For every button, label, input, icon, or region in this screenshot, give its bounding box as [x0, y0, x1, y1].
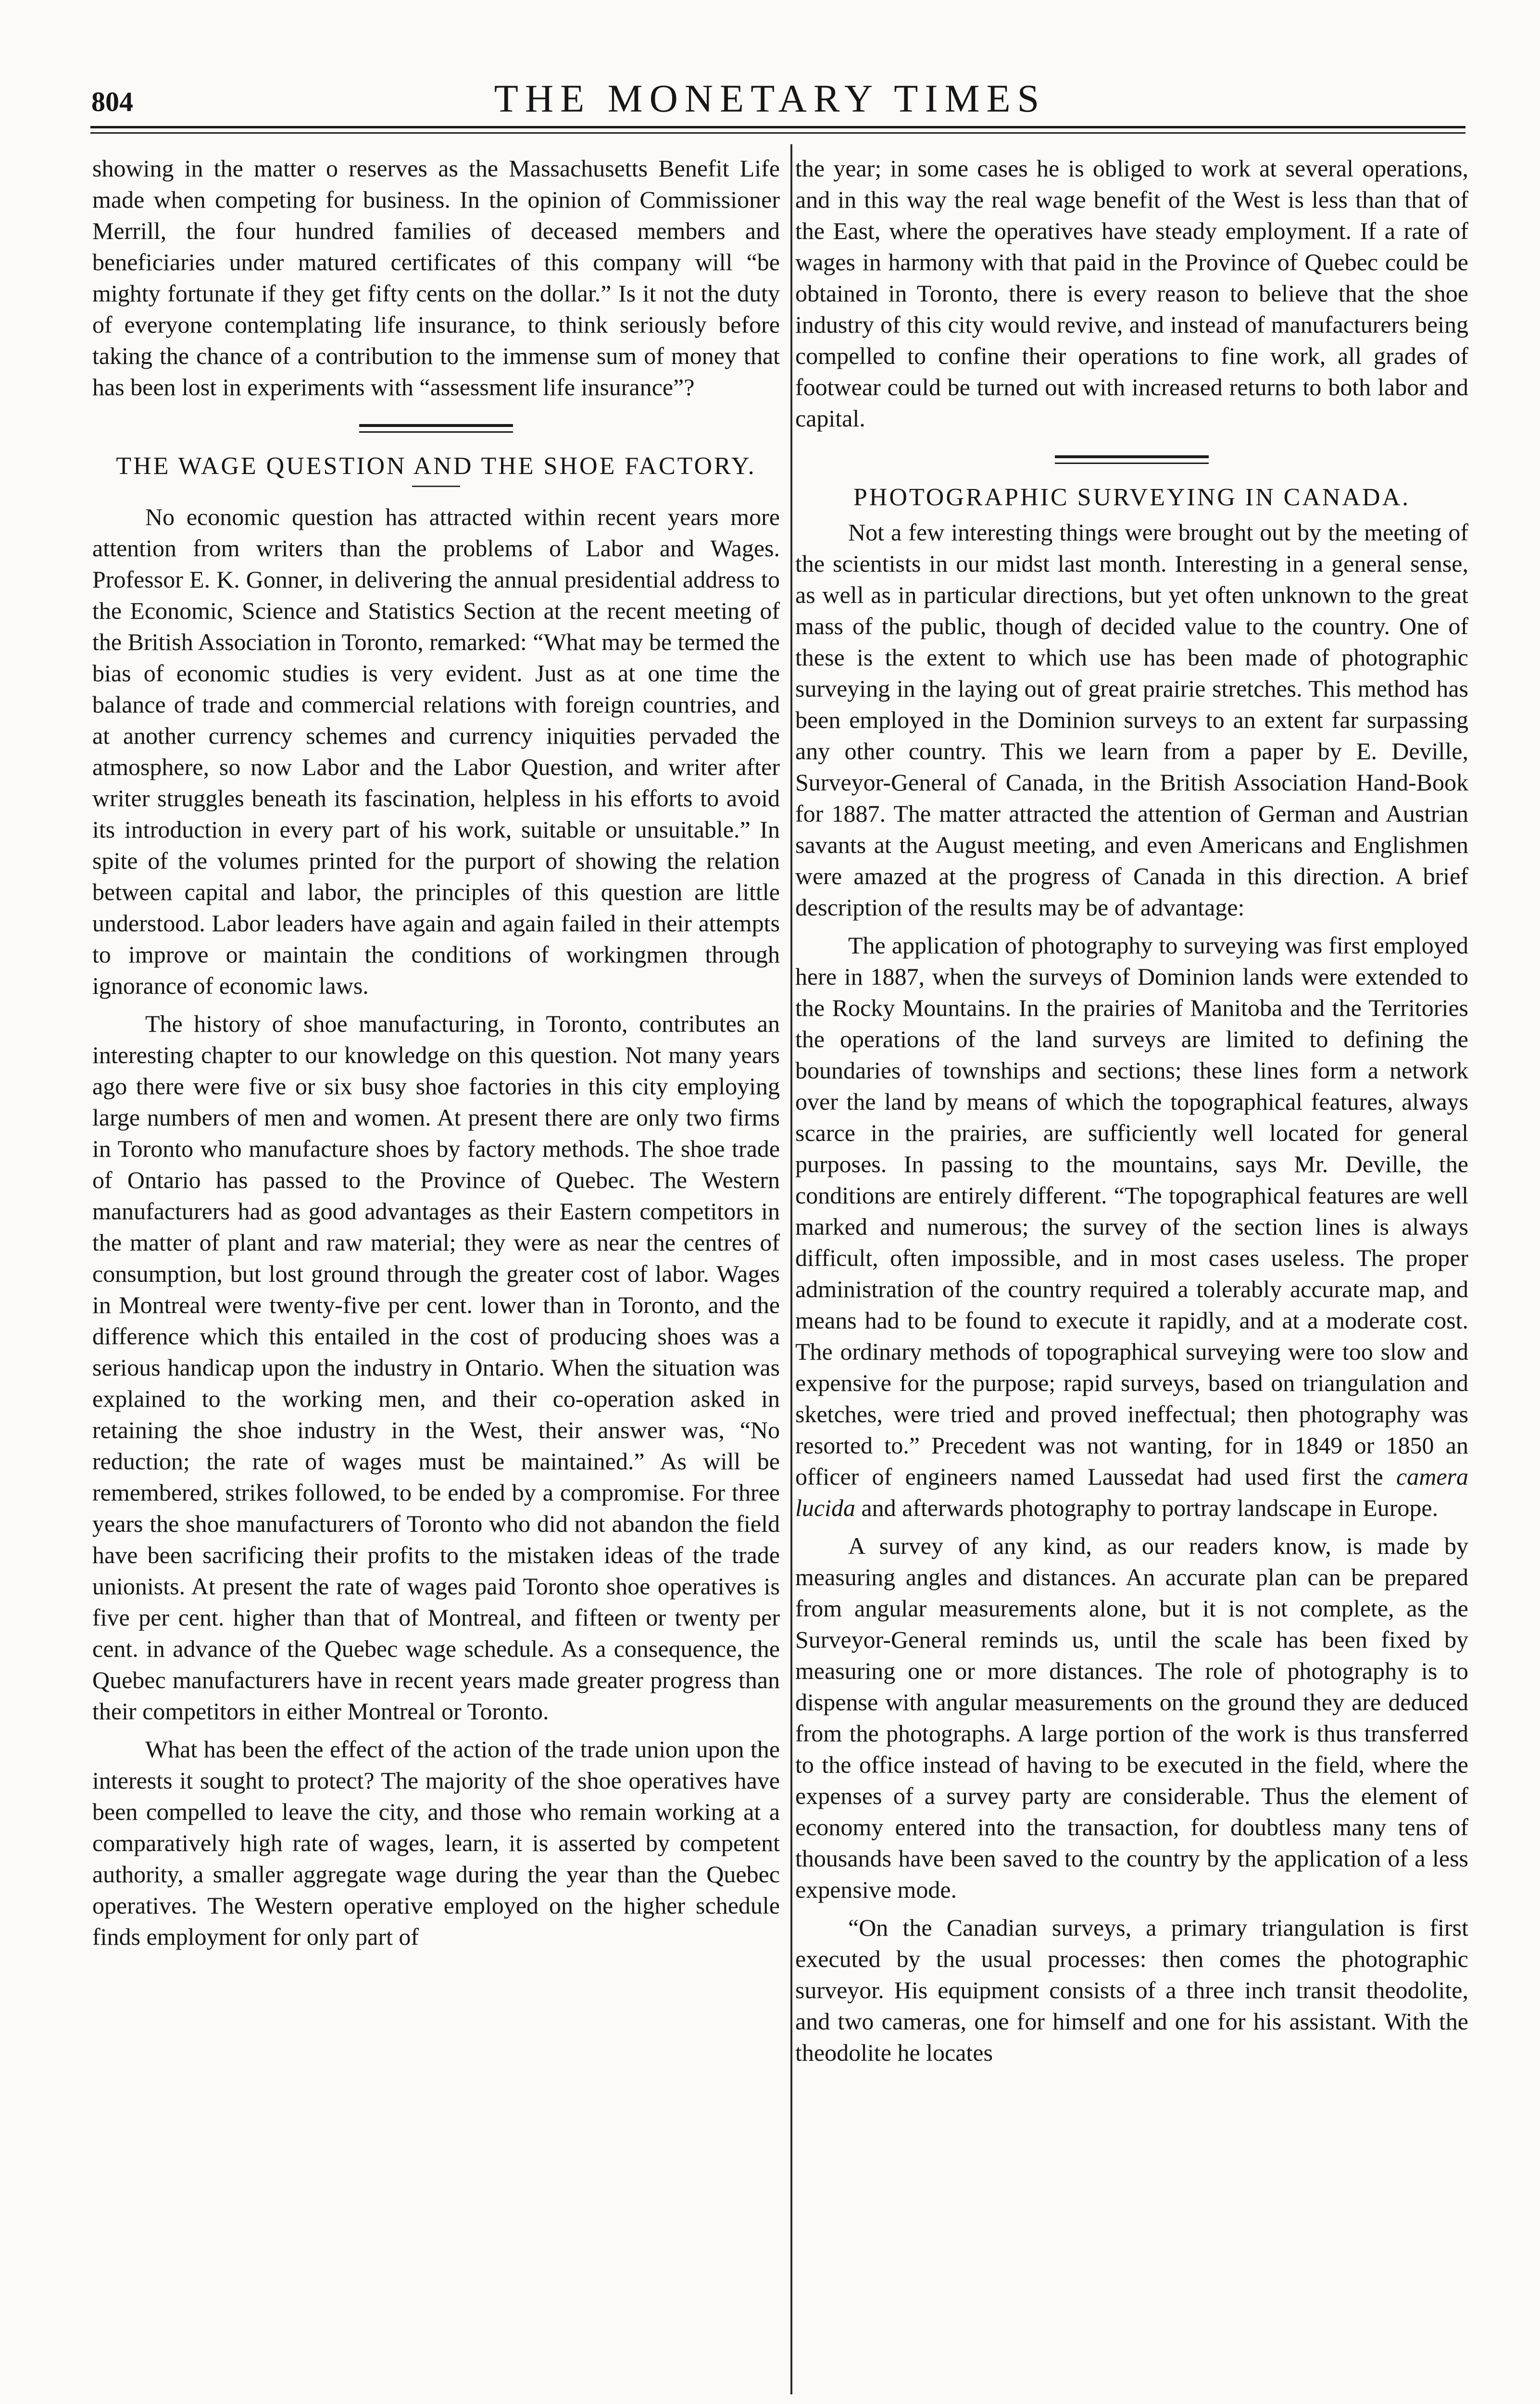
right-paragraph-2-text-b: and afterwards photography to portray landscape in Europe. — [855, 1494, 1439, 1521]
right-paragraph-2 — [795, 930, 1468, 1524]
right-column — [795, 153, 1468, 2075]
left-paragraph-1: No economic question has attracted within recent years more attention from writers than the problems of Labor and Wages. Professor E. K. Gonner, in delivering the annual presidential address to the Economic, Science and Statistics Section at the recent meeting of the British Association in Toronto, remarked: “What may be termed the bias of economic studies is very evident. Just as at one time the balance of trade and commercial relations with foreign countries, and at another currency schemes and currency iniquities pervaded the atmosphere, so now Labor and the Labor Question, and writer after writer struggles beneath its fascination, helpless in his efforts to avoid its introduction in every part of his work, suitable or unsuitable.” In spite of the volumes printed for the purport of showing the relation between capital and labor, the principles of this question are little understood. Labor leaders have again and again failed in their attempts to improve or maintain the conditions of workingmen through ignorance of economic laws. — [92, 503, 780, 999]
section-separator — [359, 424, 513, 433]
camera-lucida-italic: camera lucida — [795, 1463, 1468, 1521]
right-paragraph-2-text-a: The application of photography to surveying was first employed here in 1887, when the surveys of Dominion lands were extended to the Rocky Mountains. In the prairies of Manitoba and the Territories the operations of the land surveys are limited to defining the boundaries of townships and sections; these lines form a network over the land by means of which the topographical features, always scarce in the prairies, are sufficiently well located for general purposes. In passing to the mountains, says Mr. Deville, the conditions are entirely different. “The topographical features are well marked and numerous; the survey of the section lines is always difficult, often impossible, and in most cases useless. The proper administration of the country required a tolerably accurate map, and means had to be found to execute it rapidly, and at a moderate cost. The ordinary methods of topographical surveying were too slow and expensive for the purpose; rapid surveys, based on triangulation and sketches, were tried and proved ineffectual; then photography was resorted to.” Precedent was not wanting, for in 1849 or 1850 an officer of engineers named Laussedat had used first the — [795, 932, 1468, 1490]
left-paragraph-continued: showing in the matter o reserves as the Massachusetts Benefit Life made when competing for business. In the opinion of Commissioner Merrill, the four hundred families of deceased members and beneficiaries under matured certificates of this company will “be mighty fortunate if they get fifty cents on the dollar.” Is it not the duty of everyone contemplating life insurance, to think seriously before taking the chance of a contribution to the immense sum of money that has been lost in experiments with “assessment life insurance”? — [92, 155, 780, 401]
right-paragraph-4: “On the Canadian surveys, a primary triangulation is first executed by the usual processes: then comes the photographic surveyor. His equipment consists of a three inch transit theodolite, and two cameras, one for himself and one for his assistant. With the theodolite he locates — [795, 1914, 1468, 2066]
header-rule — [90, 126, 1465, 134]
photographic-surveying-heading: PHOTOGRAPHIC SURVEYING IN CANADA. — [853, 484, 1411, 511]
right-paragraph-continued: the year; in some cases he is obliged to work at several operations, and in this way the real wage benefit of the West is less than that of the East, where the operatives have steady employment. If a rate of wages in harmony with that paid in the Province of Quebec could be obtained in Toronto, there is every reason to believe that the shoe industry of this city would revive, and instead of manufacturers being compelled to confine their operations to fine work, all grades of footwear could be turned out with increased returns to both labor and capital. — [795, 155, 1468, 432]
left-column — [92, 153, 780, 1959]
column-divider — [790, 144, 792, 2394]
left-paragraph-3: What has been the effect of the action of the trade union upon the interests it sought to protect? The majority of the shoe operatives have been compelled to leave the city, and those who remain working at a comparatively high rate of wages, learn, it is asserted by competent authority, a smaller aggregate wage during the year than the Quebec operatives. The Western operative employed on the higher schedule finds employment for only part of — [92, 1736, 780, 1950]
page-number: 804 — [91, 86, 133, 117]
section-separator — [1055, 455, 1209, 464]
masthead-title: THE MONETARY TIMES — [494, 76, 1046, 120]
right-paragraph-3: A survey of any kind, as our readers know, is made by measuring angles and distances. An accurate plan can be prepared from angular measurements alone, but it is not complete, as the Surveyor-General reminds us, until the scale has been fixed by measuring one or more distances. The role of photography is to dispense with angular measurements on the ground they are deduced from the photographs. A large portion of the work is thus transferred to the office instead of having to be executed in the field, where the expenses of a survey party are considerable. Thus the element of economy entered into the transaction, for doubtless many tens of thousands have been saved to the country by the application of a less expensive mode. — [795, 1532, 1468, 1903]
left-paragraph-2: The history of shoe manufacturing, in Toronto, contributes an interesting chapter to our knowledge on this question. Not many years ago there were five or six busy shoe factories in this city employing large numbers of men and women. At present there are only two firms in Toronto who manufacture shoes by factory methods. The shoe trade of Ontario has passed to the Province of Quebec. The Western manufacturers had as good advantages as their Eastern competitors in the matter of plant and raw material; they were as near the centres of consumption, but lost ground through the greater cost of labor. Wages in Montreal were twenty-five per cent. lower than in Toronto, and the difference which this entailed in the cost of producing shoes was a serious handicap upon the industry in Ontario. When the situation was explained to the working men, and their co-operation asked in retaining the shoe industry in the West, their answer was, “No reduction; the rate of wages must be maintained.” As will be remembered, strikes followed, to be ended by a compromise. For three years the shoe manufacturers of Toronto who did not abandon the field have been sacrificing their profits to the mistaken ideas of the trade unionists. At present the rate of wages paid Toronto shoe operatives is five per cent. higher than that of Montreal, and fifteen or twenty per cent. in advance of the Quebec wage schedule. As a consequence, the Quebec manufacturers have in recent years made greater progress than their competitors in either Montreal or Toronto. — [92, 1010, 780, 1725]
wage-question-heading: THE WAGE QUESTION AND THE SHOE FACTORY. — [116, 452, 756, 480]
heading-underline — [412, 486, 460, 487]
right-paragraph-1: Not a few interesting things were brought out by the meeting of the scientists in our midst last month. Interesting in a general sense, as well as in particular directions, but yet often unknown to the great mass of the public, though of decided value to the country. One of these is the extent to which use has been made of photographic surveying in the laying out of great prairie stretches. This method has been employed in the Dominion surveys to an extent far surpassing any other country. This we learn from a paper by E. Deville, Surveyor-General of Canada, in the British Association Hand-Book for 1887. The matter attracted the attention of German and Austrian savants at the August meeting, and even Americans and Englishmen were amazed at the progress of Canada in this direction. A brief description of the results may be of advantage: — [795, 519, 1468, 921]
